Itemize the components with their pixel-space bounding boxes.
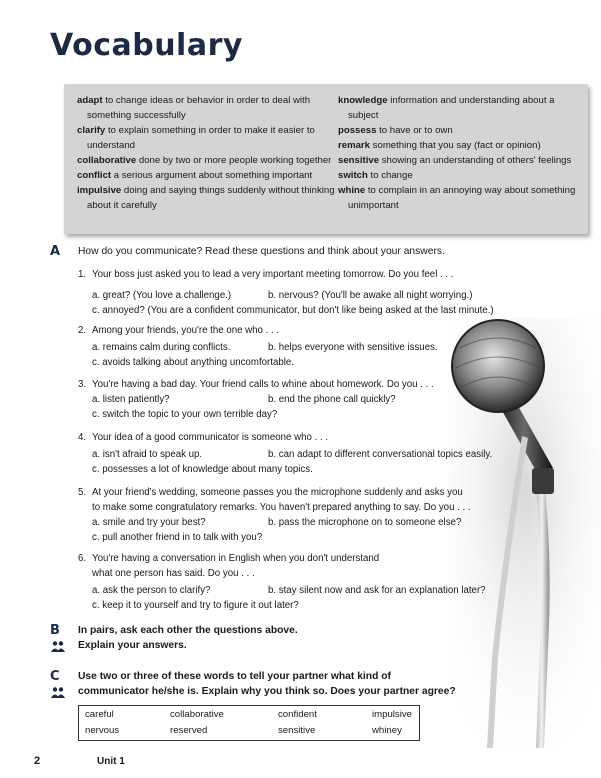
option-c: c. possesses a lot of knowledge about many topics.	[92, 464, 313, 475]
vocab-definition: to have or to own	[376, 125, 453, 136]
vocab-entry	[77, 123, 339, 153]
word-box-item: careful	[85, 709, 114, 720]
section-letter-a: A	[50, 244, 61, 259]
word-box-item: collaborative	[170, 709, 224, 720]
vocab-word: sensitive	[338, 155, 380, 166]
question-stem: Your idea of a good communicator is someone who . . .	[92, 432, 329, 443]
question-number: 1.	[78, 269, 87, 280]
option-c: c. annoyed? (You are a confident communicator, but don't like being asked at the last minute.)	[92, 305, 494, 316]
question-stem: At your friend's wedding, someone passes you the microphone suddenly and asks you	[92, 487, 463, 498]
vocab-entry	[338, 168, 584, 183]
question-number: 6.	[78, 553, 87, 564]
question-6	[78, 551, 518, 613]
word-box-item: nervous	[85, 725, 120, 736]
vocab-word: whine	[338, 185, 366, 196]
vocab-word: collaborative	[77, 155, 137, 166]
vocab-definition: to explain something in order to make it easier to understand	[87, 125, 315, 151]
unit-label: Unit 1	[97, 756, 125, 767]
word-box-item: whiney	[372, 725, 402, 736]
vocab-entry	[338, 183, 584, 213]
instruction-line: Explain your answers.	[78, 640, 187, 651]
word-box-item: confident	[278, 709, 317, 720]
vocab-word: switch	[338, 170, 368, 181]
option-b: b. end the phone call quickly?	[268, 394, 396, 405]
option-a: a. smile and try your best?	[92, 517, 206, 528]
vocab-definition: to change	[367, 170, 413, 181]
question-3	[78, 377, 518, 422]
question-2	[78, 323, 518, 370]
vocab-column-left	[77, 93, 339, 213]
option-c: c. pull another friend in to talk with you?	[92, 532, 263, 543]
vocab-word: remark	[338, 140, 371, 151]
vocab-definition: information and understanding about a subject	[348, 95, 555, 121]
page-number: 2	[34, 755, 41, 767]
question-number: 4.	[78, 432, 87, 443]
option-a: a. listen patiently?	[92, 394, 170, 405]
option-b: b. stay silent now and ask for an explanation later?	[268, 585, 486, 596]
option-a: a. ask the person to clarify?	[92, 585, 211, 596]
question-stem: Among your friends, you're the one who . . .	[92, 325, 280, 336]
vocab-definition: something that you say (fact or opinion)	[370, 140, 541, 151]
vocab-definition: to change ideas or behavior in order to deal with something successfully	[87, 95, 311, 121]
pair-work-icon	[51, 641, 65, 652]
option-b: b. nervous? (You'll be awake all night worrying.)	[268, 290, 473, 301]
option-b: b. helps everyone with sensitive issues.	[268, 342, 438, 353]
section-b-instruction	[78, 623, 298, 653]
word-box-item: impulsive	[372, 709, 412, 720]
question-1	[78, 267, 518, 318]
option-b: b. pass the microphone on to someone else?	[268, 517, 462, 528]
vocab-word: possess	[338, 125, 377, 136]
question-stem-continued: what one person has said. Do you . . .	[92, 568, 255, 579]
word-box-item: sensitive	[278, 725, 316, 736]
vocab-entry	[77, 153, 339, 168]
vocab-entry	[77, 183, 339, 213]
vocab-entry	[338, 153, 584, 168]
vocab-definition: done by two or more people working together	[136, 155, 332, 166]
vocab-definition: showing an understanding of others' feelings	[379, 155, 572, 166]
option-a: a. remains calm during conflicts.	[92, 342, 231, 353]
question-stem: You're having a conversation in English when you don't understand	[92, 553, 380, 564]
vocab-word: clarify	[77, 125, 106, 136]
question-number: 3.	[78, 379, 87, 390]
vocab-word: conflict	[77, 170, 112, 181]
question-stem: Your boss just asked you to lead a very important meeting tomorrow. Do you feel . . .	[92, 269, 454, 280]
section-letter-b: B	[50, 623, 60, 638]
instruction-line: In pairs, ask each other the questions above.	[78, 625, 298, 636]
word-box-item: reserved	[170, 725, 208, 736]
option-c: c. switch the topic to your own terrible day?	[92, 409, 278, 420]
question-stem: You're having a bad day. Your friend calls to whine about homework. Do you . . .	[92, 379, 434, 390]
page-title: Vocabulary	[50, 28, 243, 63]
vocab-entry	[338, 93, 584, 123]
question-number: 2.	[78, 325, 87, 336]
option-c: c. keep it to yourself and try to figure it out later?	[92, 600, 299, 611]
vocab-entry	[338, 123, 584, 138]
option-c: c. avoids talking about anything uncomfortable.	[92, 357, 294, 368]
vocab-word: adapt	[77, 95, 103, 106]
vocab-entry	[77, 93, 339, 123]
question-5	[78, 485, 518, 545]
vocab-definition: doing and saying things suddenly without thinking about it carefully	[87, 185, 335, 211]
instruction-line: Use two or three of these words to tell your partner what kind of	[78, 671, 391, 682]
vocabulary-box	[64, 84, 588, 234]
question-number: 5.	[78, 487, 87, 498]
instruction-line: communicator he/she is. Explain why you think so. Does your partner agree?	[78, 686, 456, 697]
question-4	[78, 430, 518, 477]
word-box	[78, 705, 420, 741]
question-stem-continued: to make some congratulatory remarks. You haven't prepared anything to say. Do you . . .	[92, 502, 471, 513]
vocab-definition: to complain in an annoying way about something unimportant	[348, 185, 576, 211]
section-letter-c: C	[50, 669, 60, 684]
option-b: b. can adapt to different conversational topics easily.	[268, 449, 493, 460]
section-c-instruction	[78, 669, 456, 699]
vocab-word: impulsive	[77, 185, 122, 196]
section-a-instruction: How do you communicate? Read these questions and think about your answers.	[78, 246, 445, 257]
option-a: a. isn't afraid to speak up.	[92, 449, 203, 460]
pair-work-icon	[51, 687, 65, 698]
vocab-word: knowledge	[338, 95, 388, 106]
vocab-entry	[338, 138, 584, 153]
vocab-definition: a serious argument about something important	[111, 170, 313, 181]
option-a: a. great? (You love a challenge.)	[92, 290, 232, 301]
vocab-entry	[77, 168, 339, 183]
vocab-column-right	[338, 93, 584, 213]
